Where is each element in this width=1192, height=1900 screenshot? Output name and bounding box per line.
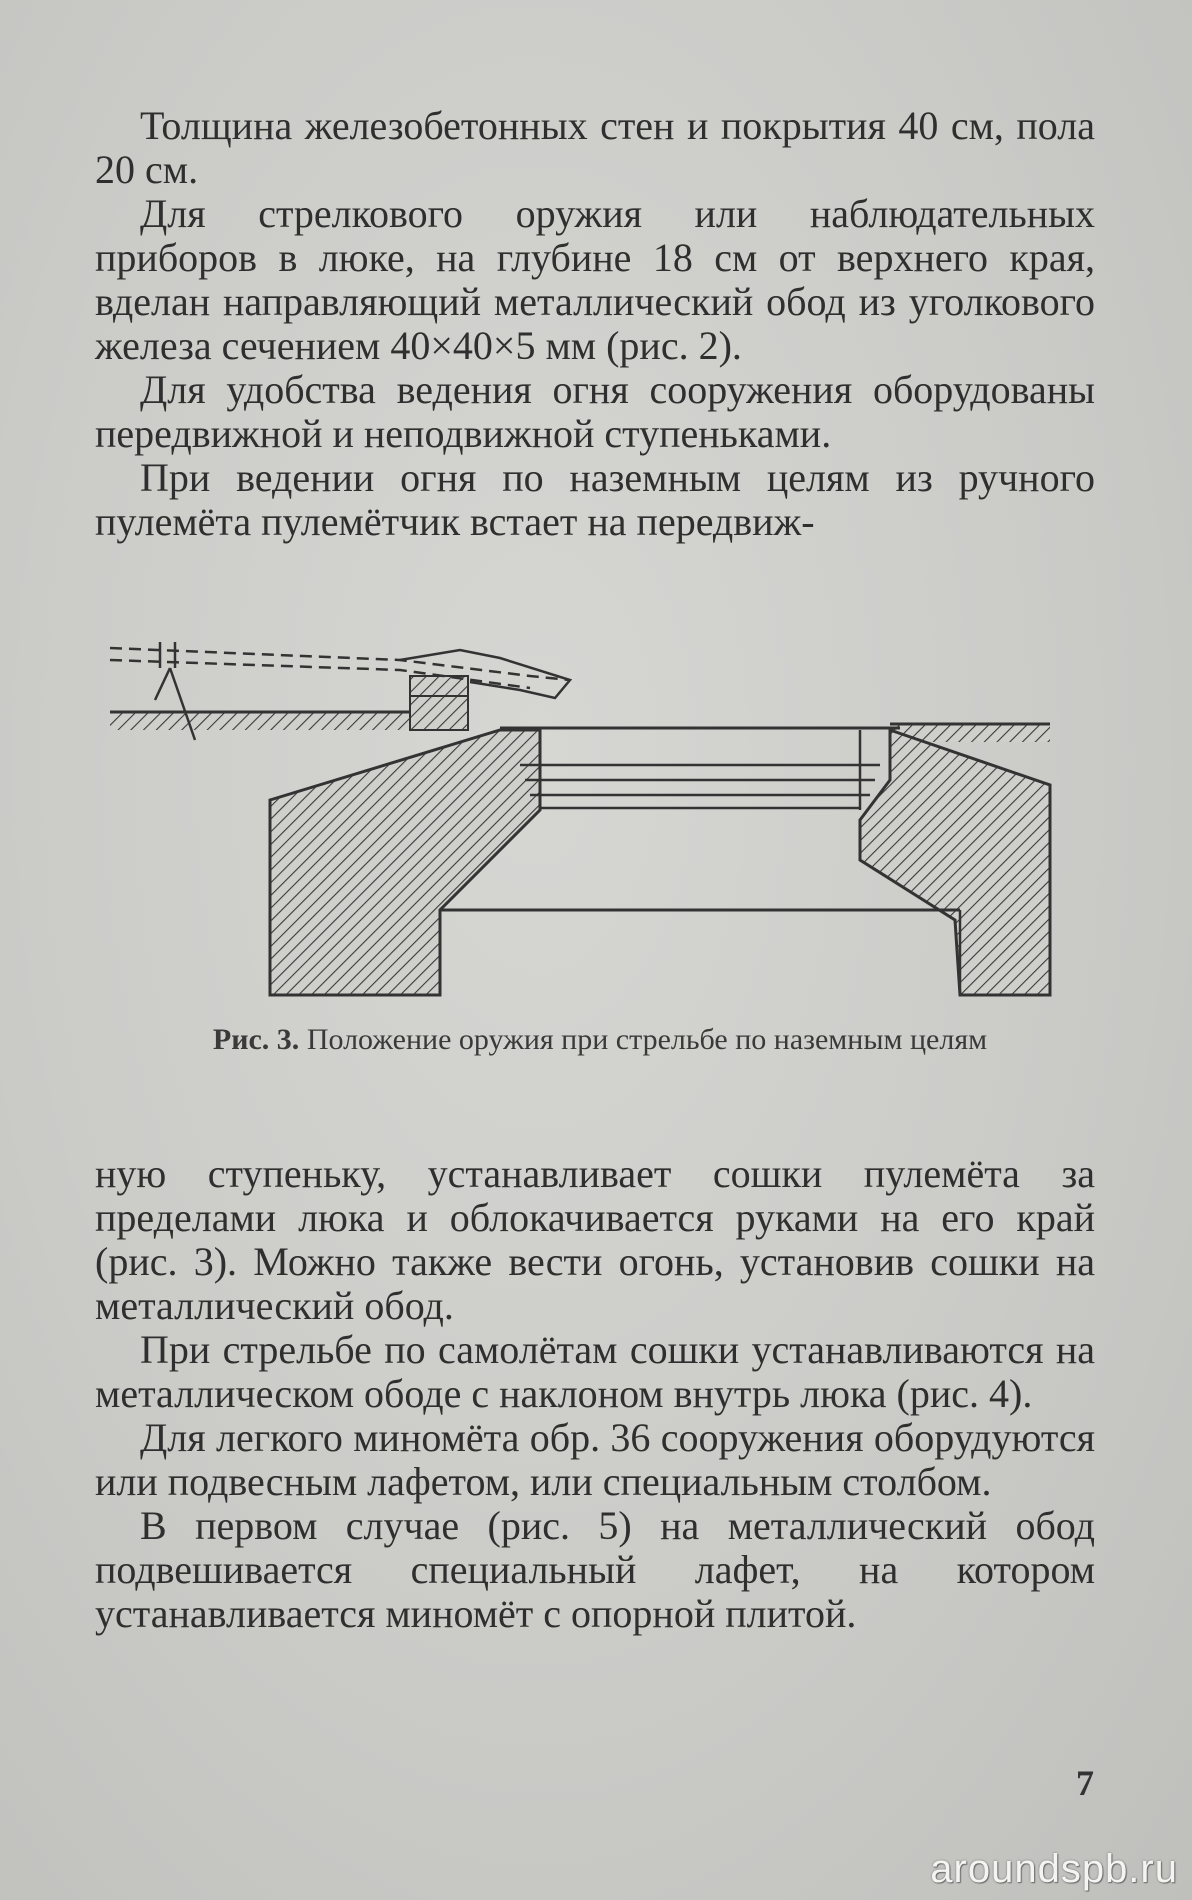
right-wall	[860, 730, 1050, 995]
ground-left	[110, 712, 410, 730]
paragraph: При ведении огня по наземным целям из ручного пулемёта пулемётчик встает на передвиж-	[95, 455, 1095, 544]
paragraph: ную ступеньку, устанавливает сошки пулемёта за пределами люка и облокачивается руками на его край (рис. 3). Можно также вести огонь, установив сошки на металлический обод.	[95, 1151, 1095, 1328]
caption-text: Положение оружия при стрельбе по наземным целям	[306, 1023, 988, 1056]
text-block-top	[95, 104, 1095, 544]
left-wall	[270, 730, 540, 995]
page-number: 7	[1076, 1763, 1094, 1803]
paragraph: Для стрелкового оружия или наблюдательных приборов в люке, на глубине 18 см от верхнего края, вделан направляющий металлический обод из уголкового железа сечением 40×40×5 мм (рис. 2).	[95, 191, 1095, 368]
paragraph: Для легкого миномёта обр. 36 сооружения оборудуются или подвесным лафетом, или специальным столбом.	[95, 1415, 1095, 1504]
paragraph: Для удобства ведения огня сооружения оборудованы передвижной и неподвижной ступеньками.	[95, 367, 1095, 456]
figure-3-diagram	[100, 620, 1060, 1005]
caption-label: Рис. 3.	[212, 1023, 300, 1056]
site-watermark: aroundspb.ru	[930, 1847, 1178, 1891]
figure-caption	[110, 1022, 1090, 1058]
support-block	[410, 676, 468, 730]
paragraph: В первом случае (рис. 5) на металлический обод подвешивается специальный лафет, на котором устанавливается миномёт с опорной плитой.	[95, 1503, 1095, 1636]
paragraph: При стрельбе по самолётам сошки устанавливаются на металлическом ободе с наклоном внутрь люка (рис. 4).	[95, 1327, 1095, 1416]
paragraph: Толщина железобетонных стен и покрытия 40 см, пола 20 см.	[95, 103, 1095, 192]
text-block-bottom	[95, 1152, 1095, 1636]
